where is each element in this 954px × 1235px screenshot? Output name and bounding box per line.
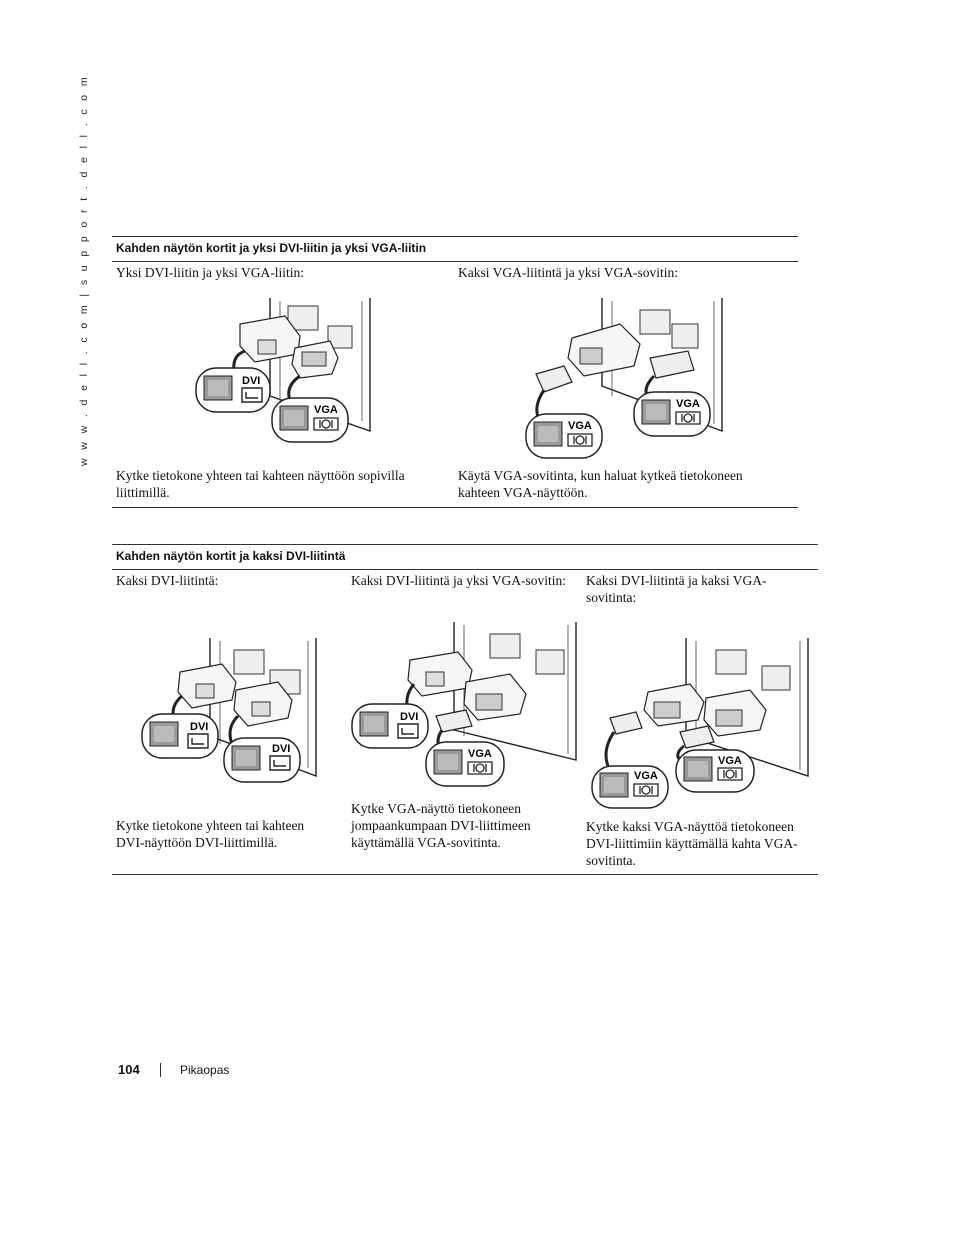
- table1-col2-header: Kaksi VGA-liitintä ja yksi VGA-sovitin:: [458, 265, 678, 280]
- vga-label-4: VGA: [634, 770, 658, 782]
- figure-two-dvi-two-vga-adapters: [590, 636, 812, 812]
- sidebar-url-text: w w w . d e l l . c o m | s u p p o r t . d e l l . c o m: [78, 74, 90, 466]
- dvi-label-3: DVI: [400, 711, 419, 723]
- table1-col1-header: Yksi DVI-liitin ja yksi VGA-liitin:: [116, 265, 304, 280]
- figure-dvi-vga-connection: [190, 296, 380, 446]
- figure-two-vga-adapter: [522, 296, 728, 462]
- page-number: 104: [118, 1062, 140, 1077]
- vga-label-5: VGA: [718, 755, 742, 767]
- table1-bottom-rule: [112, 507, 798, 508]
- table2-col1-caption: Kytke tietokone yhteen tai kahteen DVI-näyttöön DVI-liittimillä.: [116, 818, 305, 850]
- vga-label: VGA: [314, 404, 338, 416]
- vga-label-2: VGA: [676, 398, 700, 410]
- figure-two-dvi: [140, 636, 320, 786]
- sidebar-url: [78, 74, 102, 466]
- table1-title: Kahden näytön kortit ja yksi DVI-liitin ja yksi VGA-liitin: [116, 241, 427, 255]
- vga-label-3: VGA: [468, 748, 492, 760]
- table2-top-rule: [112, 544, 818, 545]
- table2-header-rule: [112, 569, 818, 570]
- table2-col2-caption: Kytke VGA-näyttö tietokoneen jompaankumpaan DVI-liittimeen käyttämällä VGA-sovitinta.: [351, 801, 531, 850]
- table2-col3-header: Kaksi DVI-liitintä ja kaksi VGA-sovitinta:: [586, 573, 767, 605]
- table2-bottom-rule: [112, 874, 818, 875]
- table1-col1-caption: Kytke tietokone yhteen tai kahteen näyttöön sopivilla liittimillä.: [116, 468, 405, 500]
- vga-label-1: VGA: [568, 420, 592, 432]
- figure-dvi-vga-adapter: [350, 620, 580, 790]
- dvi-label-2: DVI: [272, 743, 291, 755]
- table2-col1-header: Kaksi DVI-liitintä:: [116, 573, 219, 588]
- footer-separator: [160, 1063, 161, 1077]
- table2-title: Kahden näytön kortit ja kaksi DVI-liitintä: [116, 549, 346, 563]
- dvi-label-1: DVI: [190, 721, 209, 733]
- table2-col2-header: Kaksi DVI-liitintä ja yksi VGA-sovitin:: [351, 573, 566, 588]
- dvi-label: DVI: [242, 375, 261, 387]
- footer-section-title: Pikaopas: [180, 1063, 230, 1077]
- table1-top-rule: [112, 236, 798, 237]
- table1-header-rule: [112, 261, 798, 262]
- table1-col2-caption: Käytä VGA-sovitinta, kun haluat kytkeä tietokoneen kahteen VGA-näyttöön.: [458, 468, 743, 500]
- table2-col3-caption: Kytke kaksi VGA-näyttöä tietokoneen DVI-liittimiin käyttämällä kahta VGA-sovitinta.: [586, 819, 798, 868]
